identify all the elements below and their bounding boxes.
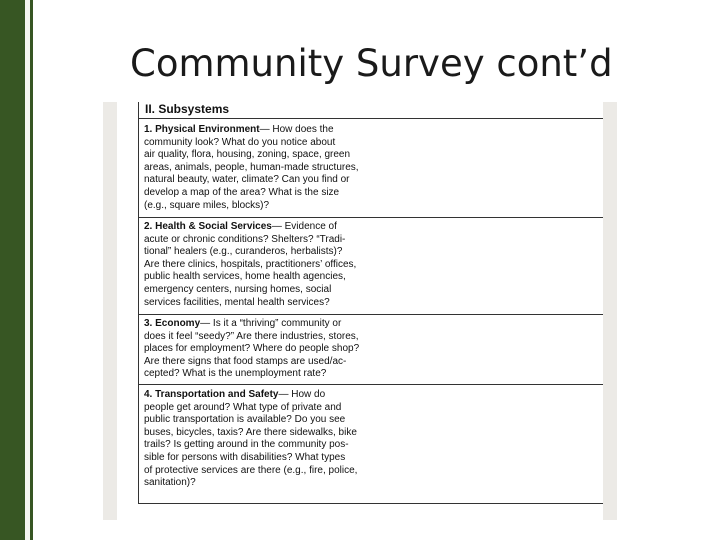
survey-form-image [117, 102, 603, 520]
item-text: public transportation is available? Do you see [144, 414, 346, 426]
item-text: natural beauty, water, climate? Can you find or [144, 174, 350, 186]
item-first-line [144, 389, 374, 402]
item-text: — How do [278, 389, 326, 400]
item-text: emergency centers, nursing homes, social [144, 283, 332, 295]
left-accent-thin-band [30, 0, 33, 540]
item-physical-environment [144, 124, 374, 212]
item-first-line [144, 221, 374, 234]
item-text: Are there signs that food stamps are used/ac- [144, 355, 347, 367]
item-heading: 2. Health & Social Services [144, 221, 272, 232]
item-text: cepted? What is the unemployment rate? [144, 368, 327, 380]
item-economy [144, 318, 374, 381]
item-text: Are there clinics, hospitals, practitioners’ offices, [144, 258, 357, 270]
item-heading: 1. Physical Environment [144, 124, 260, 135]
item-text: develop a map of the area? What is the size [144, 186, 340, 198]
item-first-line [144, 124, 374, 137]
left-accent-band [0, 0, 25, 540]
item-transportation-safety [144, 389, 374, 490]
item-text: of protective services are there (e.g., fire, police, [144, 464, 358, 476]
form-bottom-border [138, 503, 603, 504]
row-divider-top [138, 118, 603, 119]
item-text: people get around? What type of private and [144, 401, 342, 413]
item-text: community look? What do you notice about [144, 136, 336, 148]
item-text: — How does the [259, 124, 334, 135]
form-left-border [138, 102, 139, 504]
section-title: II. Subsystems [145, 102, 230, 116]
item-health-social-services [144, 221, 374, 309]
item-heading: 3. Economy [144, 318, 201, 329]
item-text: public health services, home health agencies, [144, 271, 346, 283]
item-heading: 4. Transportation and Safety [144, 389, 279, 400]
item-first-line [144, 318, 374, 331]
item-text: places for employment? Where do people shop? [144, 343, 360, 355]
item-text: does it feel “seedy?” Are there industries, stores, [144, 330, 359, 342]
item-text: sible for persons with disabilities? What types [144, 451, 346, 463]
item-text: — Is it a “thriving” community or [200, 318, 342, 329]
item-text: air quality, flora, housing, zoning, space, green [144, 149, 351, 161]
item-text: services facilities, mental health services? [144, 296, 330, 308]
item-text: acute or chronic conditions? Shelters? “Tradi- [144, 233, 346, 245]
item-text: tional” healers (e.g., curanderos, herbalists)? [144, 246, 343, 258]
item-text: areas, animals, people, human-made structures, [144, 161, 359, 173]
item-text: — Evidence of [271, 221, 337, 232]
item-text: buses, bicycles, taxis? Are there sidewalks, bike [144, 426, 357, 438]
item-text: sanitation)? [144, 477, 196, 489]
row-divider [138, 384, 603, 385]
row-divider [138, 217, 603, 218]
slide-title: Community Survey cont’d [130, 42, 613, 85]
item-text: trails? Is getting around in the community pos- [144, 439, 349, 451]
row-divider [138, 314, 603, 315]
item-text: (e.g., square miles, blocks)? [144, 199, 270, 211]
